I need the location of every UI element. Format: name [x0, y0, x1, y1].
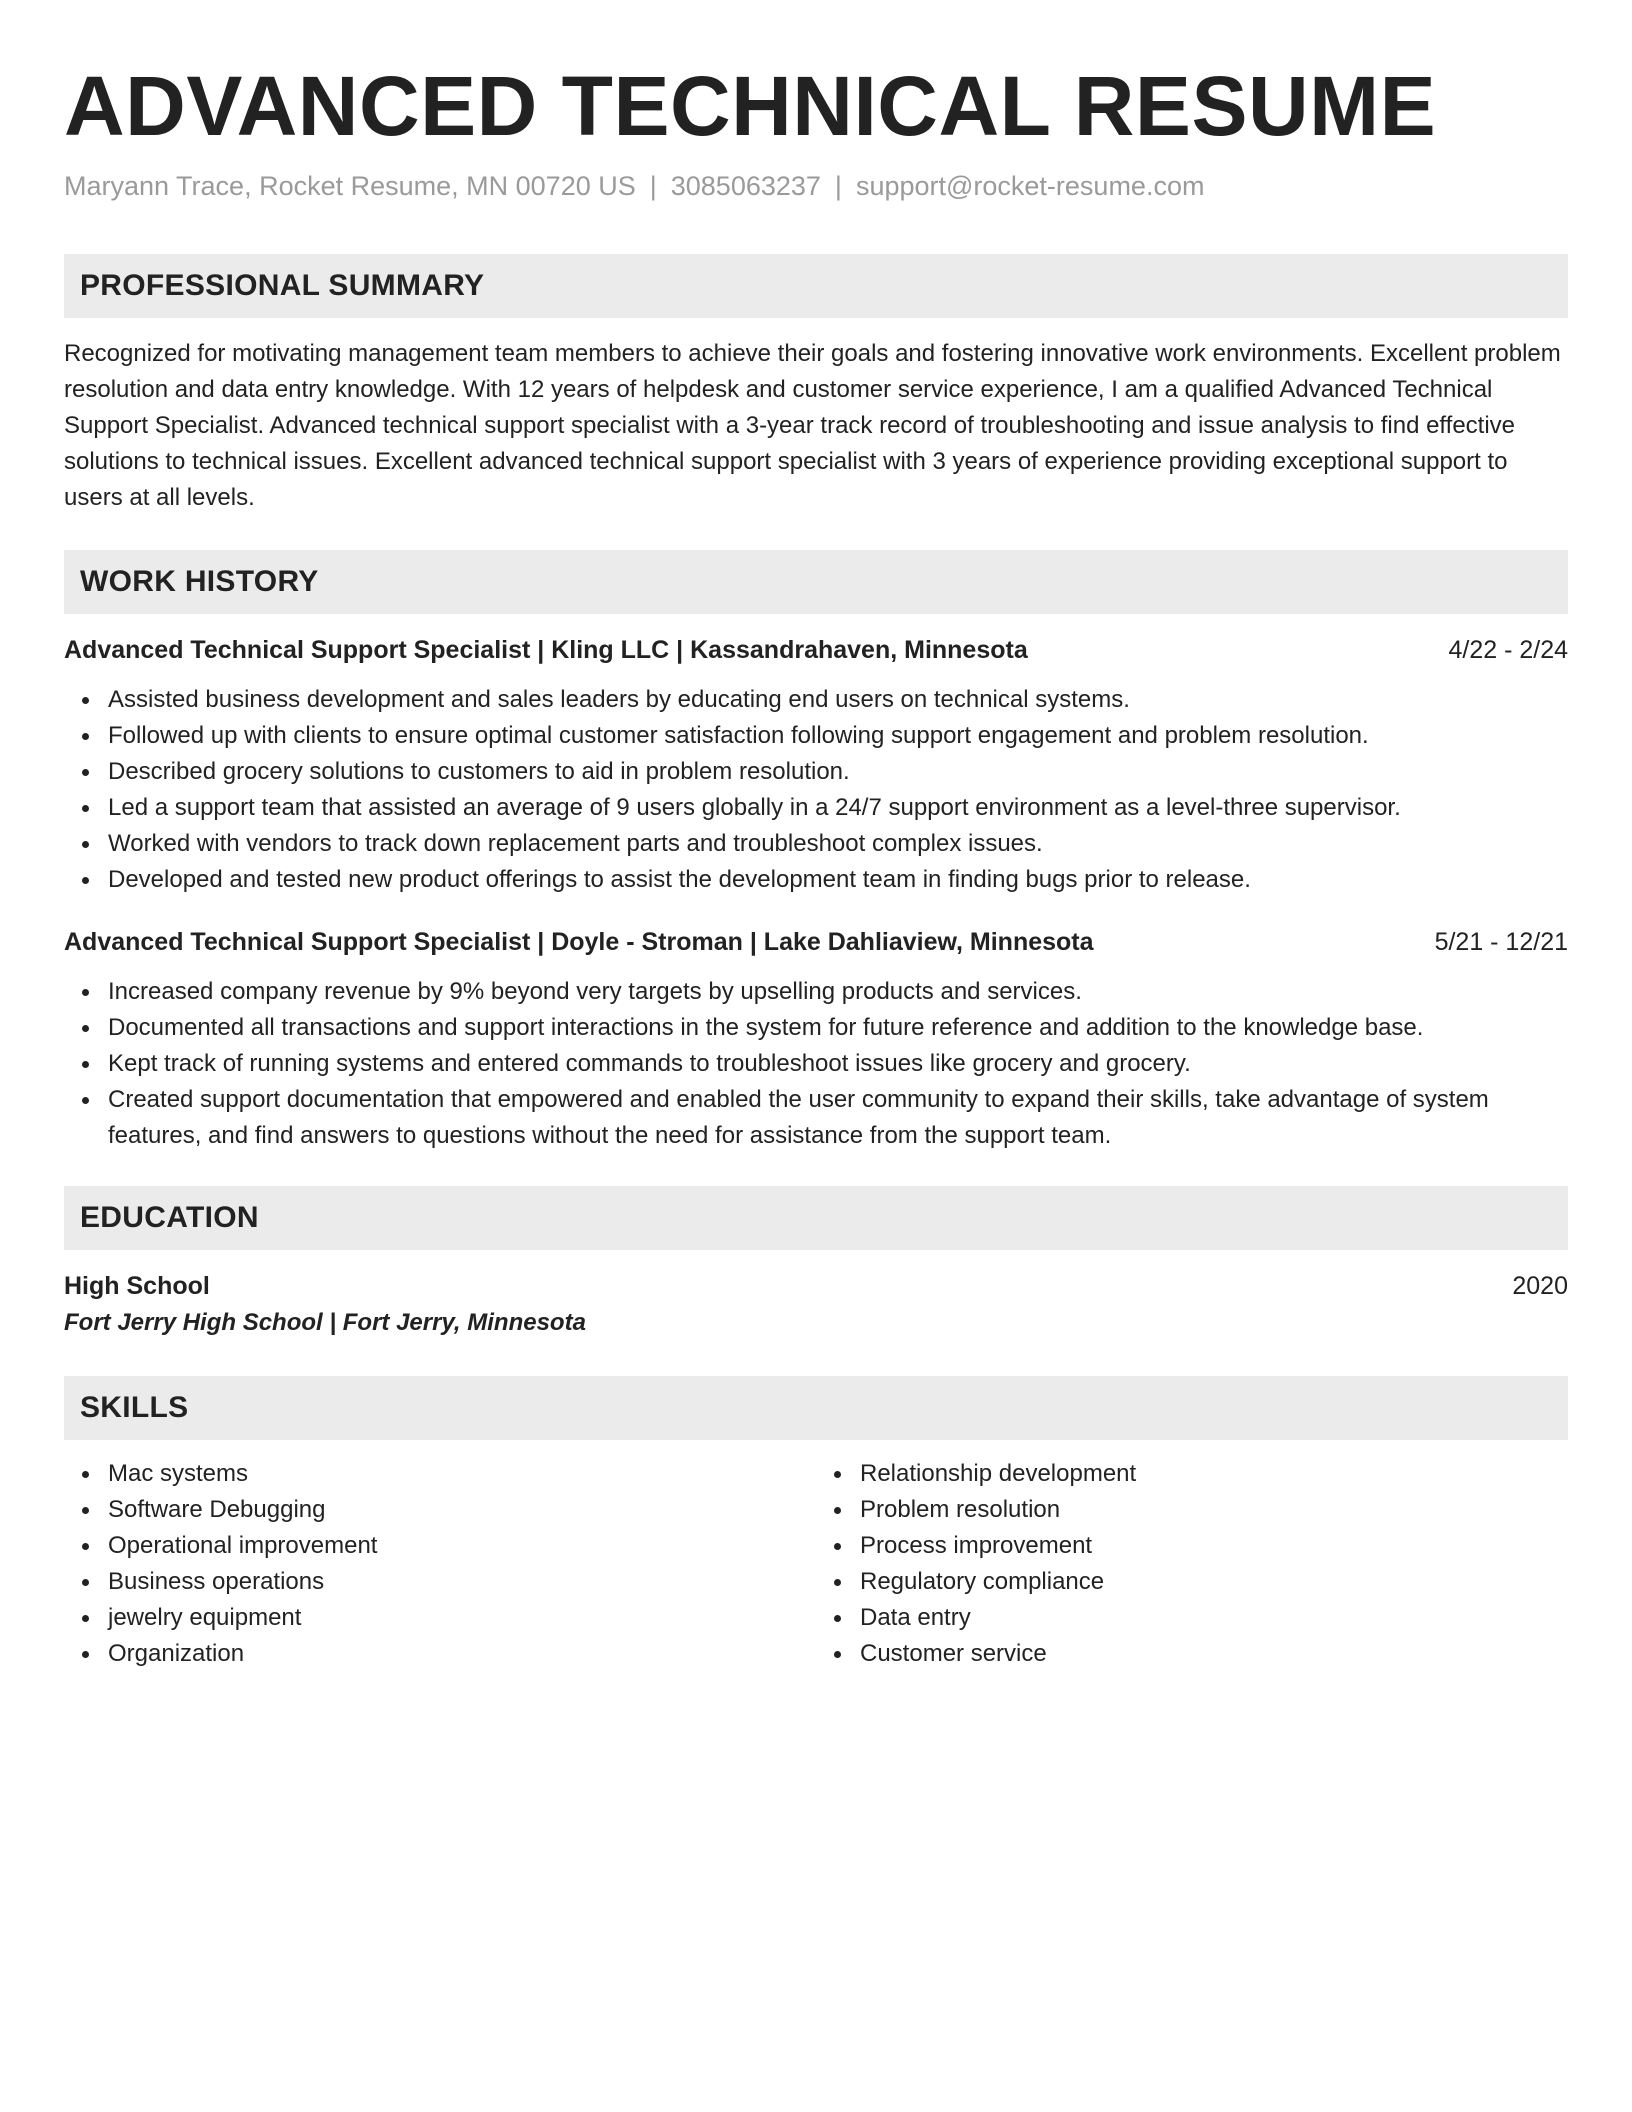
- job-bullet: [108, 718, 1568, 754]
- bullet-icon: [82, 733, 89, 740]
- education-year: 2020: [1512, 1272, 1568, 1300]
- skill-item: [108, 1456, 816, 1492]
- job-heading: Advanced Technical Support Specialist | Doyle - Stroman | Lake Dahliaview, Minnesota: [64, 928, 1094, 956]
- job-bullet-text: Kept track of running systems and entered commands to troubleshoot issues like grocery and grocery.: [108, 1050, 1191, 1077]
- contact-address: Maryann Trace, Rocket Resume, MN 00720 US: [64, 171, 636, 201]
- job-bullet-text: Assisted business development and sales leaders by educating end users on technical systems.: [108, 686, 1130, 713]
- contact-line: [64, 168, 1568, 204]
- education-entry: [64, 1268, 1568, 1342]
- skill-text: Operational improvement: [108, 1532, 378, 1559]
- summary-section-header: [64, 254, 1568, 318]
- job-bullet: [108, 826, 1568, 862]
- skill-item: [860, 1456, 1568, 1492]
- job-bullet-text: Documented all transactions and support interactions in the system for future reference and addition to the knowledge base.: [108, 1014, 1424, 1041]
- skill-text: Data entry: [860, 1604, 971, 1631]
- contact-separator: |: [834, 171, 842, 201]
- education-header: [64, 1268, 1568, 1304]
- bullet-icon: [82, 697, 89, 704]
- contact-email: support@rocket-resume.com: [855, 171, 1205, 201]
- bullet-icon: [834, 1579, 841, 1586]
- bullet-icon: [82, 805, 89, 812]
- job-bullet-list: [64, 682, 1568, 898]
- contact-separator: |: [649, 171, 657, 201]
- job-bullet-list: [64, 974, 1568, 1154]
- job-header: [64, 924, 1568, 960]
- bullet-icon: [82, 769, 89, 776]
- skill-item: [108, 1600, 816, 1636]
- skill-text: Software Debugging: [108, 1496, 326, 1523]
- job-dates: 5/21 - 12/21: [1434, 928, 1568, 956]
- skill-text: Mac systems: [108, 1460, 249, 1487]
- skill-item: [860, 1492, 1568, 1528]
- work-section-header: [64, 550, 1568, 614]
- summary-text: Recognized for motivating management team members to achieve their goals and fostering innovative work environments. Excellent problem resolution and data entry knowledge. With 12 years of helpdesk and customer service experience, I am a qualified Advanced Technical Support Specialist. Advanced technical support specialist with a 3-year track record of troubleshooting and issue analysis to find effective solutions to technical issues. Excellent advanced technical support specialist with 3 years of experience providing exceptional support to users at all levels.: [64, 340, 1561, 511]
- skill-item: [108, 1564, 816, 1600]
- bullet-icon: [834, 1543, 841, 1550]
- bullet-icon: [82, 841, 89, 848]
- bullet-icon: [82, 989, 89, 996]
- bullet-icon: [82, 877, 89, 884]
- job-bullet-text: Worked with vendors to track down replacement parts and troubleshoot complex issues.: [108, 830, 1043, 857]
- contact-phone: 3085063237: [670, 171, 821, 201]
- education-section-header: [64, 1186, 1568, 1250]
- job-bullet: [108, 1082, 1568, 1154]
- bullet-icon: [82, 1025, 89, 1032]
- job-bullet: [108, 1046, 1568, 1082]
- skill-text: Regulatory compliance: [860, 1568, 1105, 1595]
- work-section-title: WORK HISTORY: [80, 565, 319, 598]
- job-bullet: [108, 974, 1568, 1010]
- skill-item: [860, 1636, 1568, 1672]
- bullet-icon: [82, 1543, 89, 1550]
- education-section-title: EDUCATION: [80, 1201, 259, 1234]
- skill-item: [108, 1492, 816, 1528]
- skill-text: Process improvement: [860, 1532, 1093, 1559]
- job-bullet: [108, 862, 1568, 898]
- job-bullet-text: Followed up with clients to ensure optimal customer satisfaction following support engagement and problem resolution.: [108, 722, 1369, 749]
- bullet-icon: [834, 1615, 841, 1622]
- bullet-icon: [82, 1097, 89, 1104]
- resume-title: ADVANCED TECHNICAL RESUME: [64, 59, 1437, 153]
- skill-item: [860, 1528, 1568, 1564]
- job-bullet: [108, 1010, 1568, 1046]
- bullet-icon: [82, 1615, 89, 1622]
- education-school: Fort Jerry High School | Fort Jerry, Minnesota: [64, 1309, 586, 1336]
- job-bullet: [108, 754, 1568, 790]
- skill-item: [108, 1636, 816, 1672]
- bullet-icon: [82, 1579, 89, 1586]
- bullet-icon: [82, 1651, 89, 1658]
- skill-text: Organization: [108, 1640, 245, 1667]
- skill-item: [108, 1528, 816, 1564]
- bullet-icon: [834, 1651, 841, 1658]
- job-heading: Advanced Technical Support Specialist | Kling LLC | Kassandrahaven, Minnesota: [64, 636, 1028, 664]
- bullet-icon: [834, 1471, 841, 1478]
- skill-text: Business operations: [108, 1568, 325, 1595]
- skill-item: [860, 1600, 1568, 1636]
- bullet-icon: [82, 1061, 89, 1068]
- skill-text: Relationship development: [860, 1460, 1137, 1487]
- job-bullet-text: Created support documentation that empowered and enabled the user community to expand their skills, take advantage of system features, and find answers to questions without the need for assistance from the support team.: [108, 1086, 1489, 1149]
- job-dates: 4/22 - 2/24: [1448, 636, 1568, 664]
- skills-columns: [64, 1456, 1568, 1672]
- education-degree: High School: [64, 1272, 210, 1300]
- skill-item: [860, 1564, 1568, 1600]
- summary-section-title: PROFESSIONAL SUMMARY: [80, 269, 485, 302]
- bullet-icon: [82, 1471, 89, 1478]
- skills-list-right: [816, 1456, 1568, 1672]
- job-bullet-text: Described grocery solutions to customers to aid in problem resolution.: [108, 758, 850, 785]
- job-bullet-text: Led a support team that assisted an average of 9 users globally in a 24/7 support environment as a level-three supervisor.: [108, 794, 1401, 821]
- skill-text: Customer service: [860, 1640, 1047, 1667]
- skills-list-left: [64, 1456, 816, 1672]
- job-bullet-text: Developed and tested new product offerings to assist the development team in finding bugs prior to release.: [108, 866, 1251, 893]
- bullet-icon: [82, 1507, 89, 1514]
- skill-text: Problem resolution: [860, 1496, 1061, 1523]
- job-entry: [64, 924, 1568, 1154]
- bullet-icon: [834, 1507, 841, 1514]
- job-entry: [64, 632, 1568, 898]
- job-bullet: [108, 682, 1568, 718]
- job-bullet: [108, 790, 1568, 826]
- skill-text: jewelry equipment: [108, 1604, 302, 1631]
- skills-section-header: [64, 1376, 1568, 1440]
- job-bullet-text: Increased company revenue by 9% beyond very targets by upselling products and services.: [108, 978, 1082, 1005]
- skills-section-title: SKILLS: [80, 1391, 189, 1424]
- job-header: [64, 632, 1568, 668]
